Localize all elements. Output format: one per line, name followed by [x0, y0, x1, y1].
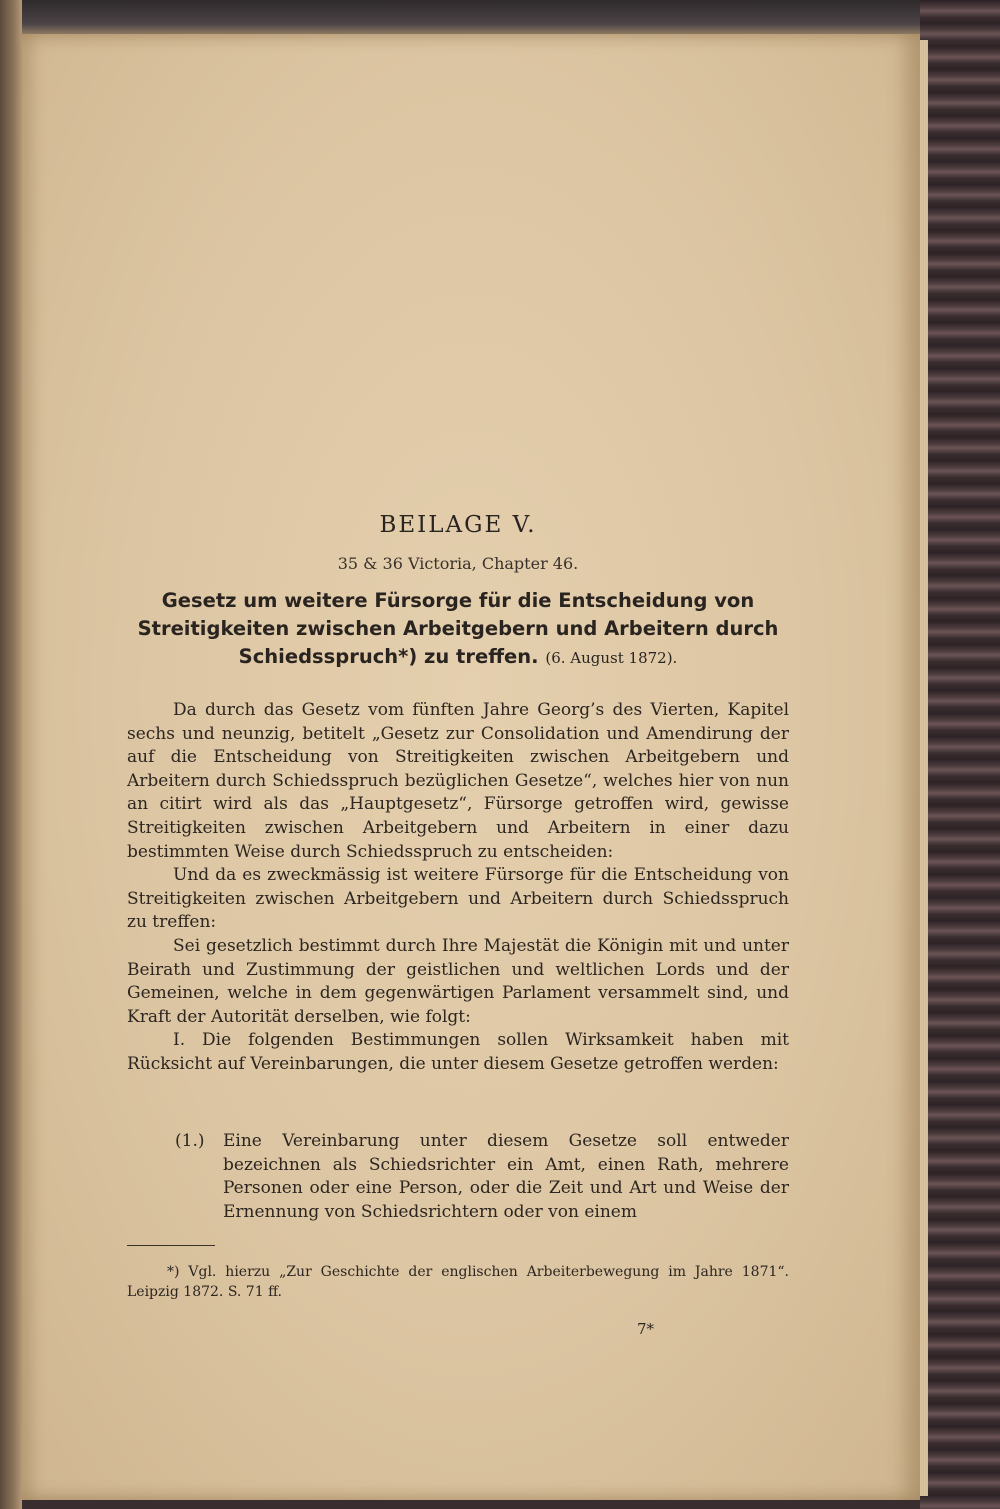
section-heading: BEILAGE V. — [379, 512, 537, 538]
list-item — [175, 1130, 789, 1224]
paragraph: Sei gesetzlich bestimmt durch Ihre Majestät die Königin mit und unter Beirath und Zustimmung der geistlichen und weltlichen Lords und der Gemeinen, welche in dem gegenwärtigen Parlament versammelt sind, und Kraft der Autorität derselben, wie folgt: — [127, 935, 789, 1027]
body-text — [127, 699, 789, 1077]
printer-signature: 7* — [637, 1320, 655, 1338]
item-number: (1.) — [175, 1131, 205, 1151]
law-date: (6. August 1872). — [545, 649, 678, 667]
law-title-main: Gesetz um weitere Fürsorge für die Entscheidung von Streitigkeiten zwischen Arbeitgebern und Arbeitern durch Schiedsspruch*) zu treffen. — [137, 589, 779, 668]
paragraph: Und da es zweckmässig ist weitere Fürsorge für die Entscheidung von Streitigkeiten zwischen Arbeitgebern und Arbeitern durch Schiedsspruch zu treffen: — [127, 865, 789, 933]
item-text: Eine Vereinbarung unter diesem Gesetze soll entweder bezeichnen als Schiedsrichter ein Amt, einen Rath, mehrere Personen oder eine Person, oder die Zeit und Art und Weise der Ernennung von Schiedsrichtern oder von einem — [223, 1131, 789, 1222]
paragraph: I. Die folgenden Bestimmungen sollen Wirksamkeit haben mit Rücksicht auf Vereinbarungen, die unter diesem Gesetze getroffen werden: — [127, 1030, 789, 1074]
paragraph: Da durch das Gesetz vom fünften Jahre Georg’s des Vierten, Kapitel sechs und neunzig, betitelt „Gesetz zur Consolidation und Amendirung der auf die Entscheidung von Streitigkeiten zwischen Arbeitgebern und Arbeitern durch Schiedsspruch bezüglichen Gesetze“, welches hier von nun an citirt wird als das „Hauptgesetz“, Fürsorge getroffen wird, gewisse Streitigkeiten zwischen Arbeitgebern und Arbeitern in einer dazu bestimmten Weise durch Schiedsspruch zu entscheiden: — [127, 700, 789, 862]
footnote-text: *) Vgl. hierzu „Zur Geschichte der englischen Arbeiterbewegung im Jahre 1871“. Leipzig 1872. S. 71 ff. — [127, 1264, 789, 1300]
footnote — [127, 1262, 789, 1302]
law-title — [127, 587, 789, 672]
book-top-edge — [0, 0, 1000, 34]
footnote-rule — [127, 1245, 215, 1246]
book-page — [22, 34, 920, 1500]
statute-reference: 35 & 36 Victoria, Chapter 46. — [337, 554, 579, 573]
book-cover-right — [920, 0, 1000, 1509]
book-binding-left — [0, 0, 22, 1509]
